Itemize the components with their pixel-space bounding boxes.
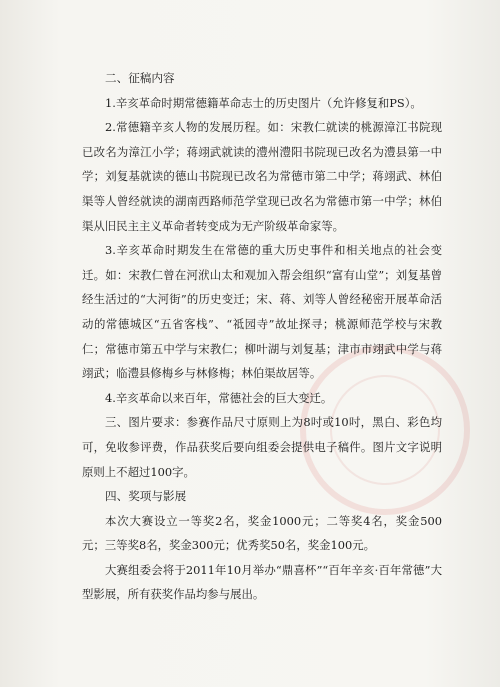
document-body bbox=[82, 66, 442, 607]
section-2-item-3: 3.辛亥革命时期发生在常德的重大历史事件和相关地点的社会变迁。如：宋教仁曾在河洑山太和观加入帮会组织“富有山堂”；刘复基曾经生活过的“大河街”的历史变迁；宋、蒋、刘等人曾经秘密开展革命活动的常德城区“五省客栈”、“祗园寺”故址探寻；桃源师范学校与宋教仁；常德市第五中学与宋教仁；柳叶湖与刘复基；津市市翊武中学与蒋翊武；临澧县修梅乡与林修梅；林伯渠故居等。 bbox=[82, 243, 442, 381]
section-2-heading: 二、征稿内容 bbox=[105, 71, 175, 85]
section-2-item-1: 1.辛亥革命时期常德籍革命志士的历史图片（允许修复和PS）。 bbox=[105, 95, 422, 110]
prizes-paragraph: 本次大赛设立一等奖2名，奖金1000元；二等奖4名，奖金500元；三等奖8名，奖金300元；优秀奖50名，奖金100元。 bbox=[82, 513, 442, 553]
section-2-item-2: 2.常德籍辛亥人物的发展历程。如：宋教仁就读的桃源漳江书院现已改名为漳江小学；蒋翊武就读的澧州澧阳书院现已改名为澧县第一中学；刘复基就读的德山书院现已改名为常德市第二中学；蒋翊武、林伯渠等人曾经就读的湖南西路师范学堂现已改名为常德市第一中学；林伯渠从旧民主主义革命者转变成为无产阶级革命家等。 bbox=[82, 120, 442, 233]
section-4-heading: 四、奖项与影展 bbox=[105, 489, 187, 504]
section-2-item-4: 4.辛亥革命以来百年，常德社会的巨大变迁。 bbox=[105, 390, 333, 405]
section-3-paragraph: 三、图片要求：参赛作品尺寸原则上为8吋或10吋，黑白、彩色均可，免收参评费，作品获奖后要向组委会提供电子稿件。图片文字说明原则上不超过100字。 bbox=[82, 415, 442, 479]
exhibition-paragraph: 大赛组委会将于2011年10月举办“鼎喜杯”“百年辛亥·百年常德”大型影展，所有获奖作品均参与展出。 bbox=[82, 562, 442, 602]
